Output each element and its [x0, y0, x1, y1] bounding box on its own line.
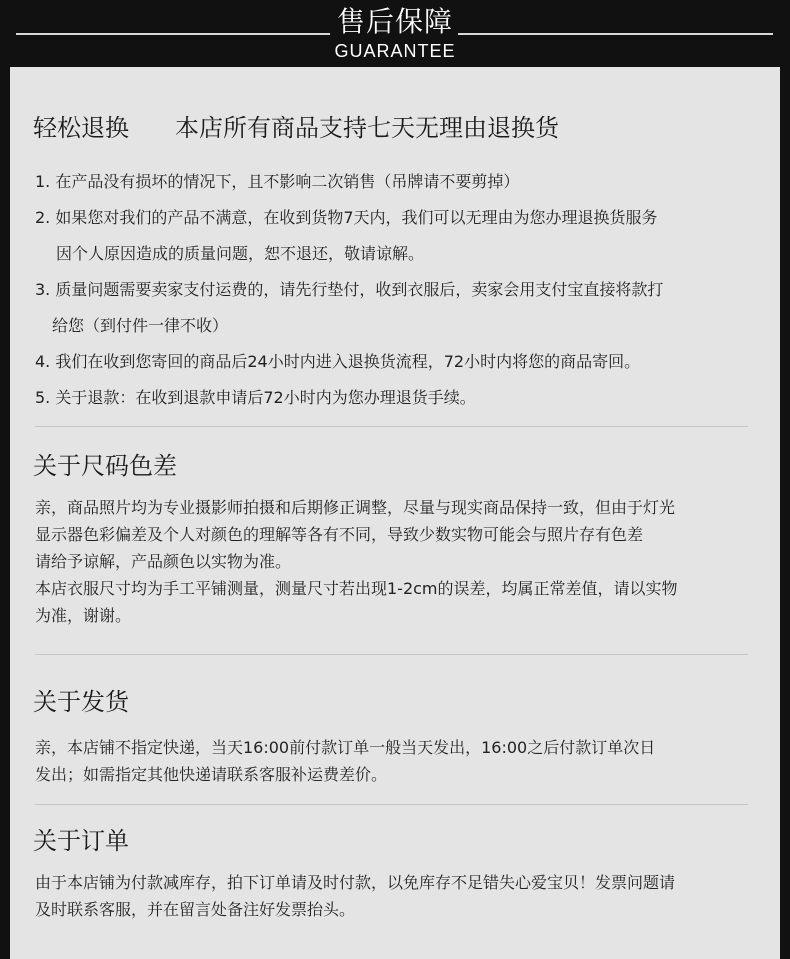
- returns-item-3: 3. 质量问题需要卖家支付运费的，请先行垫付，收到衣服后，卖家会用支付宝直接将款打: [35, 280, 664, 299]
- returns-item-1: 1. 在产品没有损坏的情况下，且不影响二次销售（吊牌请不要剪掉）: [35, 172, 520, 191]
- shipping-line-2: 发出；如需指定其他快递请联系客服补运费差价。: [35, 765, 388, 784]
- size-color-line-4: 本店衣服尺寸均为手工平铺测量，测量尺寸若出现1-2cm的误差，均属正常差值，请以实物: [35, 579, 678, 598]
- returns-item-2: 2. 如果您对我们的产品不满意，在收到货物7天内，我们可以无理由为您办理退换货服务: [35, 208, 658, 227]
- returns-tagline: 本店所有商品支持七天无理由退换货: [175, 114, 559, 142]
- size-color-line-3: 请给予谅解，产品颜色以实物为准。: [35, 552, 292, 571]
- section-divider: [35, 426, 748, 427]
- returns-title: 轻松退换: [33, 114, 129, 142]
- orders-line-1: 由于本店铺为付款减库存，拍下订单请及时付款，以免库存不足错失心爱宝贝！发票问题请: [35, 873, 676, 892]
- returns-item-2-cont: 因个人原因造成的质量问题，恕不退还，敬请谅解。: [56, 244, 425, 263]
- returns-item-4: 4. 我们在收到您寄回的商品后24小时内进入退换货流程，72小时内将您的商品寄回。: [35, 352, 641, 371]
- returns-item-5: 5. 关于退款：在收到退款申请后72小时内为您办理退货手续。: [35, 388, 476, 407]
- size-color-line-5: 为准，谢谢。: [35, 606, 132, 625]
- header-banner: [0, 0, 790, 67]
- section-divider: [35, 804, 748, 805]
- header-rule-right: [458, 33, 773, 35]
- section-divider: [35, 654, 748, 655]
- shipping-line-1: 亲，本店铺不指定快递，当天16:00前付款订单一般当天发出，16:00之后付款订单次日: [35, 738, 656, 757]
- orders-line-2: 及时联系客服，并在留言处备注好发票抬头。: [35, 900, 356, 919]
- orders-title: 关于订单: [33, 827, 129, 855]
- size-color-title: 关于尺码色差: [33, 452, 177, 480]
- header-subtitle: GUARANTEE: [334, 41, 456, 61]
- size-color-line-2: 显示器色彩偏差及个人对颜色的理解等各有不同，导致少数实物可能会与照片存有色差: [35, 525, 644, 544]
- size-color-line-1: 亲，商品照片均为专业摄影师拍摄和后期修正调整，尽量与现实商品保持一致，但由于灯光: [35, 498, 676, 517]
- header-title: 售后保障: [336, 5, 453, 38]
- shipping-title: 关于发货: [33, 688, 129, 716]
- returns-item-3-cont: 给您（到付件一律不收）: [52, 316, 229, 335]
